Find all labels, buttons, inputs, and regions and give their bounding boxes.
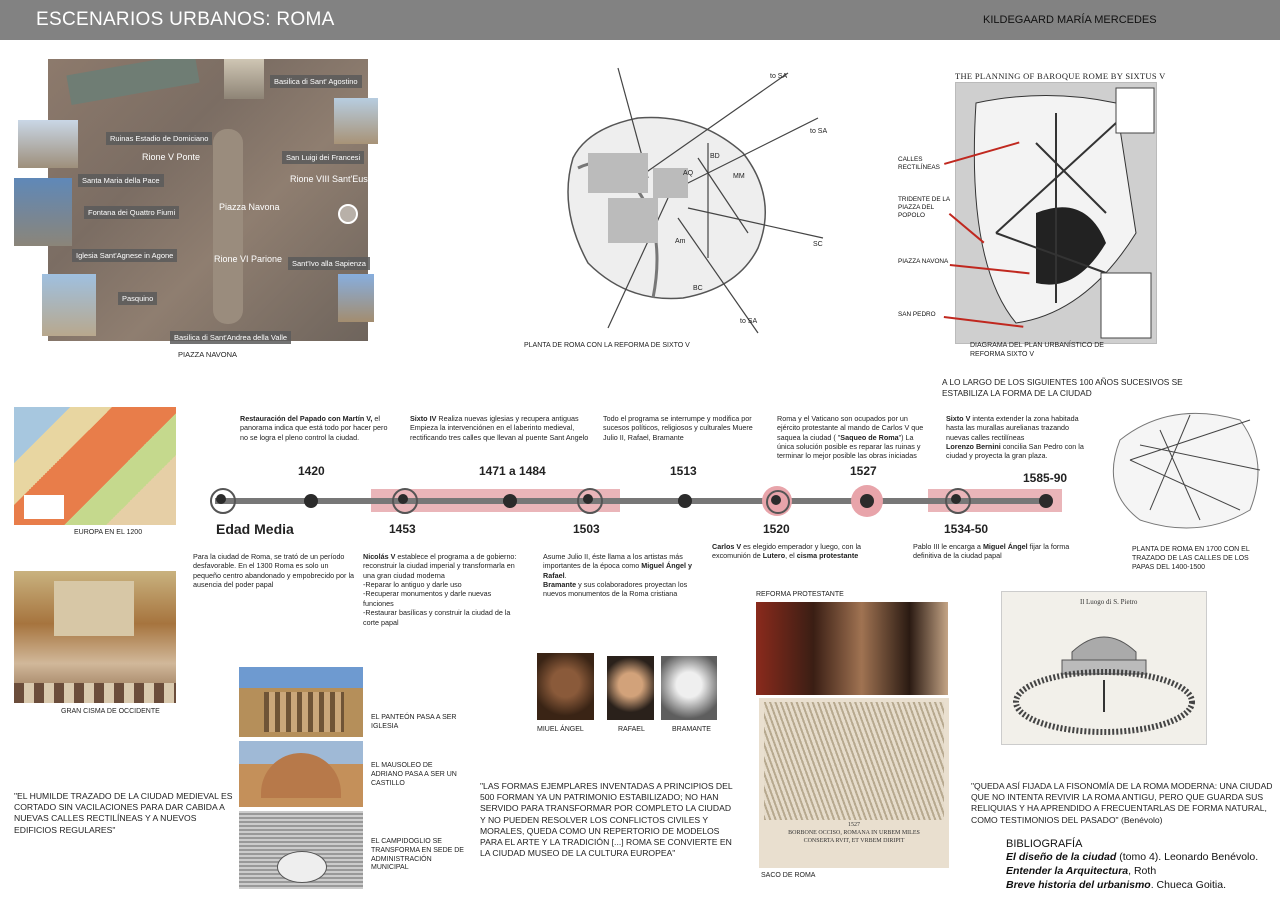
- castle-drum: [261, 753, 341, 798]
- text-1453: [363, 552, 518, 627]
- author-name: KILDEGAARD MARÍA MERCEDES: [983, 14, 1157, 26]
- year-1527: 1527: [850, 464, 877, 478]
- engraving-line-2: CONSERTA RVIT, ET VRBEM DIRIPIT: [803, 837, 905, 844]
- bib-entry-3-rest: . Chueca Goitia.: [1150, 879, 1227, 892]
- pantheon-dome: [338, 204, 358, 224]
- caption-campidoglio: EL CAMPIDOGLIO SE TRANSFORMA EN SEDE DE ADMINISTRACIÓN MUNICIPAL: [371, 838, 464, 872]
- bib-entry-2-rest: , Roth: [1128, 865, 1157, 878]
- europe-map-legend: [24, 495, 64, 519]
- text-edad-media: Para la ciudad de Roma, se trató de un período desfavorable. En el 1300 Roma es solo un pequeño centro abandonado y empobrecido por la ausencia del poder papal: [193, 552, 355, 590]
- text-1527-c: ") La única solución posible es reparar las ruinas y terminar lo mejor posible las obras iniciadas: [777, 432, 921, 461]
- text-1513: Todo el programa se interrumpe y modifica por sucesos políticos, religiosos y culturales Muere Julio II, Rafael, Bramante: [603, 414, 753, 442]
- label-fontana: Fontana dei Quattro Fiumi: [84, 206, 179, 219]
- text-1520: [712, 542, 862, 561]
- year-1534: 1534-50: [944, 522, 989, 536]
- text-1453-bold: Nicolás V: [363, 552, 396, 561]
- text-1520-d: , el: [785, 551, 795, 561]
- navona-square-shape: [213, 129, 243, 324]
- engraving-saco-de-roma: [759, 698, 949, 868]
- text-1471-bold: Sixto IV: [410, 414, 437, 423]
- photo-pantheon: [239, 667, 363, 737]
- label-san-pedro: SAN PEDRO: [898, 311, 936, 318]
- text-1527: [777, 414, 932, 461]
- text-1503-d: y sus colaboradores proyectan los nuevos monumentos de la Roma cristiana: [543, 580, 688, 599]
- photo-sant-agnese: [42, 274, 96, 336]
- text-1534-a: Pablo III le encarga a: [913, 542, 981, 551]
- portrait-rafael: [607, 656, 654, 720]
- baroque-plan-title: THE PLANNING OF BAROQUE ROME BY SIXTUS V: [955, 71, 1166, 81]
- caption-baroque-plan: DIAGRAMA DEL PLAN URBANÍSTICO DE REFORMA SIXTO V: [970, 342, 1104, 358]
- text-1585: [946, 414, 1086, 461]
- text-1534-bold: Miguel Ángel: [982, 542, 1028, 551]
- caption-saco: SACO DE ROMA: [761, 872, 816, 879]
- painting-architecture: [54, 581, 134, 636]
- timeline-marker-1471: [503, 494, 517, 508]
- text-1420-bold: Restauración del Papado con Martín V,: [240, 414, 373, 423]
- engraving-scene: [764, 702, 944, 820]
- baroque-plan-map: [955, 82, 1157, 344]
- text-1453-item-3: -Restaurar basílicas y construir la ciudad de la corte papal: [363, 608, 511, 627]
- year-1471: 1471 a 1484: [479, 464, 546, 478]
- plan-label-am: Am: [675, 238, 686, 245]
- bib-entry-2-title: Entender la Arquitectura: [1006, 865, 1129, 878]
- san-pietro-svg: [1002, 592, 1206, 744]
- text-1534-c: fijar la forma definitiva de la ciudad papal: [913, 542, 1070, 561]
- text-1520-bold-1: Carlos V: [712, 542, 742, 551]
- plan-label-mm: MM: [733, 173, 745, 180]
- quote-formas: "LAS FORMAS EJEMPLARES INVENTADAS A PRINCIPIOS DEL 500 FORMAN YA UN PATRIMONIO ESTABILIZADO; NO HAN SERVIDO PARA TRANSFORMAR POR COMPLETO LA CIUDAD Y NO PUEDEN RESOLVER LOS CONFLICTOS CIVILES Y MORALES, QUEDA COMO UN REPERTORIO DE MODELOS PARA EL ARTE Y LA TRADICIÓN [...] ROMA SE CONVIERTE EN LA CIUDAD MUSEO DE LA CULTURA EUROPEA": [480, 781, 733, 859]
- pantheon-columns: [264, 692, 344, 732]
- year-1420: 1420: [298, 464, 325, 478]
- label-san-luigi: San Luigi dei Francesi: [282, 151, 364, 164]
- timeline-marker-1527: [860, 494, 874, 508]
- text-1585-c: concilia San Pedro con la ciudad y proyecta la gran plaza.: [946, 442, 1084, 461]
- europe-map: [14, 407, 176, 525]
- plan-label-to-sa-2: to SA: [810, 128, 828, 135]
- bib-entry-1-title: El diseño de la ciudad: [1006, 851, 1117, 863]
- label-tridente: TRIDENTE DE LA PIAZZA DEL POPOLO: [898, 196, 950, 219]
- bib-entry-3-title: Breve historia del urbanismo: [1006, 879, 1151, 892]
- text-1503-bold-1: Miguel Ángel y Rafael: [543, 561, 693, 580]
- caption-cisma: GRAN CISMA DE OCCIDENTE: [61, 708, 160, 715]
- timeline-marker-1585: [1039, 494, 1053, 508]
- plan-1700-map: [1090, 400, 1272, 540]
- portrait-miguel-angel: [537, 653, 594, 720]
- caption-reforma: REFORMA PROTESTANTE: [756, 591, 844, 598]
- painting-gran-cisma: [14, 571, 176, 703]
- caption-plan-1700: PLANTA DE ROMA EN 1700 CON EL TRAZADO DE LAS CALLES DE LOS PAPAS DEL 1400-1500: [1132, 546, 1250, 571]
- caption-europa: EUROPA EN EL 1200: [74, 529, 143, 536]
- photo-fountain: [14, 178, 72, 246]
- text-1520-a: es elegido emperador y luego, con la excomunión de: [712, 542, 862, 561]
- plan-label-bc: BC: [693, 285, 703, 292]
- timeline-axis: [215, 498, 1050, 504]
- year-1453: 1453: [389, 522, 416, 536]
- year-1503: 1503: [573, 522, 600, 536]
- text-1453-a: establece el programa a de gobierno: reconstruir la ciudad imperial y transformarla en una gran ciudad moderna: [363, 552, 517, 580]
- engraving-campidoglio: [239, 811, 363, 889]
- text-1520-bold-3: cisma protestante: [796, 551, 859, 561]
- timeline-marker-edad-media: [216, 494, 226, 504]
- label-santa-maria-pace: Santa Maria della Pace: [78, 174, 164, 187]
- timeline-marker-1534: [951, 494, 961, 504]
- bib-entry-1: [1006, 850, 1258, 864]
- quote-medieval: "EL HUMILDE TRAZADO DE LA CIUDAD MEDIEVAL ES CORTADO SIN VACILACIONES PARA DAR CABIDA A NUEVAS CALLES RECTILÍNEAS Y A NUEVOS EDIFICIOS REGULARES": [14, 791, 233, 835]
- plan-label-to-sa-3: to SA: [740, 318, 758, 325]
- text-1453-item-2: -Recuperar monumentos y darle nuevas funciones: [363, 589, 492, 608]
- caption-bramante: BRAMANTE: [672, 726, 711, 733]
- caption-miguel: MIUEL ÁNGEL: [537, 726, 584, 733]
- quote-roma-moderna: "QUEDA ASÍ FIJADA LA FISONOMÍA DE LA ROMA MODERNA: UNA CIUDAD QUE NO INTENTA REVIVIR LA ROMA ANTIGU, PERO QUE GUARDA SUS RELIQUIAS Y HA APRENDIDO A FRECUENTARLAS DE FORMA NATURAL, COMO TESTIMONIOS DEL PASADO" (Benévolo): [971, 781, 1273, 825]
- text-1503-a: Asume Julio II, éste llama a los artistas más importantes de la época como: [543, 552, 683, 571]
- engraving-inscription: [759, 822, 949, 845]
- text-1585-a: intenta extender la zona habitada hasta las murallas aurelianas trazando nuevas calles rectilíneas: [946, 414, 1079, 442]
- timeline-marker-1520: [771, 495, 781, 505]
- bibliografia: [1006, 838, 1258, 893]
- plan-1700-svg: [1090, 400, 1272, 540]
- engraving-year: 1527: [848, 822, 860, 828]
- text-1585-bold-2: Lorenzo Bernini: [946, 442, 1001, 452]
- caption-piazza-navona: PIAZZA NAVONA: [178, 350, 238, 359]
- text-1503-bold-2: Bramante: [543, 580, 577, 590]
- year-1520: 1520: [763, 522, 790, 536]
- label-sant-agnese: Iglesia Sant'Agnese in Agone: [72, 249, 177, 262]
- timeline-marker-1503: [583, 494, 593, 504]
- year-1513: 1513: [670, 464, 697, 478]
- label-rione-parione: Rione VI Parione: [214, 254, 283, 264]
- year-edad-media: Edad Media: [216, 521, 294, 537]
- bib-entry-2: [1006, 864, 1258, 878]
- photo-sant-ivo: [338, 274, 374, 322]
- plan-label-to-sa-1: to SA: [770, 73, 788, 80]
- label-rione-ponte: Rione V Ponte: [142, 152, 201, 162]
- portrait-bramante: [661, 656, 717, 720]
- plan-label-sc: SC: [813, 241, 823, 248]
- river: [66, 59, 199, 105]
- text-1527-a: Roma y el Vaticano son ocupados por un ejército protestante al mando de Carlos V que saquea la ciudad ( ": [777, 414, 924, 442]
- campidoglio-oval: [277, 851, 327, 883]
- label-sant-andrea: Basilica di Sant'Andrea della Valle: [170, 331, 291, 344]
- timeline-marker-1420: [304, 494, 318, 508]
- label-rione-sant-eust: Rione VIII Sant'Eust: [290, 174, 371, 184]
- engraving-title: Il Luogo di S. Pietro: [1080, 598, 1138, 606]
- baroque-plan-svg: [956, 83, 1156, 343]
- label-estadio-domiciano: Ruinas Estadio de Domiciano: [106, 132, 212, 145]
- painting-floor: [14, 683, 176, 703]
- label-sant-ivo: Sant'Ivo alla Sapienza: [288, 257, 370, 270]
- painting-reforma-protestante: [756, 602, 948, 695]
- caption-panteon: EL PANTEÓN PASA A SER IGLESIA: [371, 714, 457, 730]
- photo-san-luigi: [334, 98, 378, 144]
- label-piazza-navona: Piazza Navona: [219, 202, 280, 212]
- engraving-piazza-san-pietro: [1001, 591, 1207, 745]
- plan-rome-sixtus-map: [478, 58, 838, 340]
- bib-entry-1-rest: (tomo 4). Leonardo Benévolo.: [1116, 851, 1259, 863]
- timeline-marker-1513: [678, 494, 692, 508]
- label-pasquino: Pasquino: [118, 292, 157, 305]
- plan-rome-sixtus-svg: [478, 58, 838, 340]
- caption-plan-sixtus: PLANTA DE ROMA CON LA REFORMA DE SIXTO V: [524, 342, 690, 349]
- photo-castel-sant-angelo: [239, 741, 363, 807]
- caption-adriano: EL MAUSOLEO DE ADRIANO PASA A SER UN CASTILLO: [371, 762, 457, 787]
- navona-aerial-map: [48, 59, 368, 341]
- timeline-marker-1453: [398, 494, 408, 504]
- photo-church-left: [18, 120, 78, 168]
- text-1471-body: Realiza nuevas iglesias y recupera antiguas Empieza la intervenciónen en el laberinto medieval, rectificando tres calles que llevan al puente Sant Angelo: [410, 414, 589, 442]
- engraving-line-1: BORBONE OCCISO, ROMANA IN URBEM MILES: [788, 829, 920, 836]
- caption-rafael: RAFAEL: [618, 726, 645, 733]
- year-1585: 1585-90: [1023, 471, 1068, 485]
- text-1534: [913, 542, 1078, 561]
- text-1503: Asume Julio II, éste llama a los artistas más importantes de la época como Miguel Ángel y Rafael. Bramante y sus colaboradores proyectan los nuevos monumentos de la Roma cristiana: [543, 552, 693, 599]
- plan-label-aq: AQ: [683, 170, 694, 177]
- text-1420: [240, 414, 388, 442]
- label-sant-agostino: Basilica di Sant' Agostino: [270, 75, 362, 88]
- intro-text: A LO LARGO DE LOS SIGUIENTES 100 AÑOS SUCESIVOS SE ESTABILIZA LA FORMA DE LA CIUDAD: [942, 377, 1183, 398]
- label-calles-rectilineas: CALLES RECTILÍNEAS: [898, 156, 940, 171]
- text-1420-body: el panorama indica que está todo por hacer pero no se logra el pleno control la ciudad.: [240, 414, 388, 442]
- page-title: ESCENARIOS URBANOS: ROMA: [36, 9, 335, 30]
- text-1585-bold-1: Sixto V: [946, 414, 971, 423]
- plan-label-bd: BD: [710, 153, 720, 160]
- label-piazza-navona-arrow: PIAZZA NAVONA: [898, 258, 949, 265]
- text-1453-item-1: -Reparar lo antiguo y darle uso: [363, 580, 462, 590]
- bib-entry-3: [1006, 878, 1258, 892]
- photo-sant-agostino: [224, 59, 264, 99]
- text-1527-bold: Saqueo de Roma: [840, 432, 899, 442]
- bibliografia-title: BIBLIOGRAFÍA: [1006, 838, 1083, 850]
- text-1471: [410, 414, 600, 442]
- text-1520-bold-2: Lutero: [762, 551, 786, 561]
